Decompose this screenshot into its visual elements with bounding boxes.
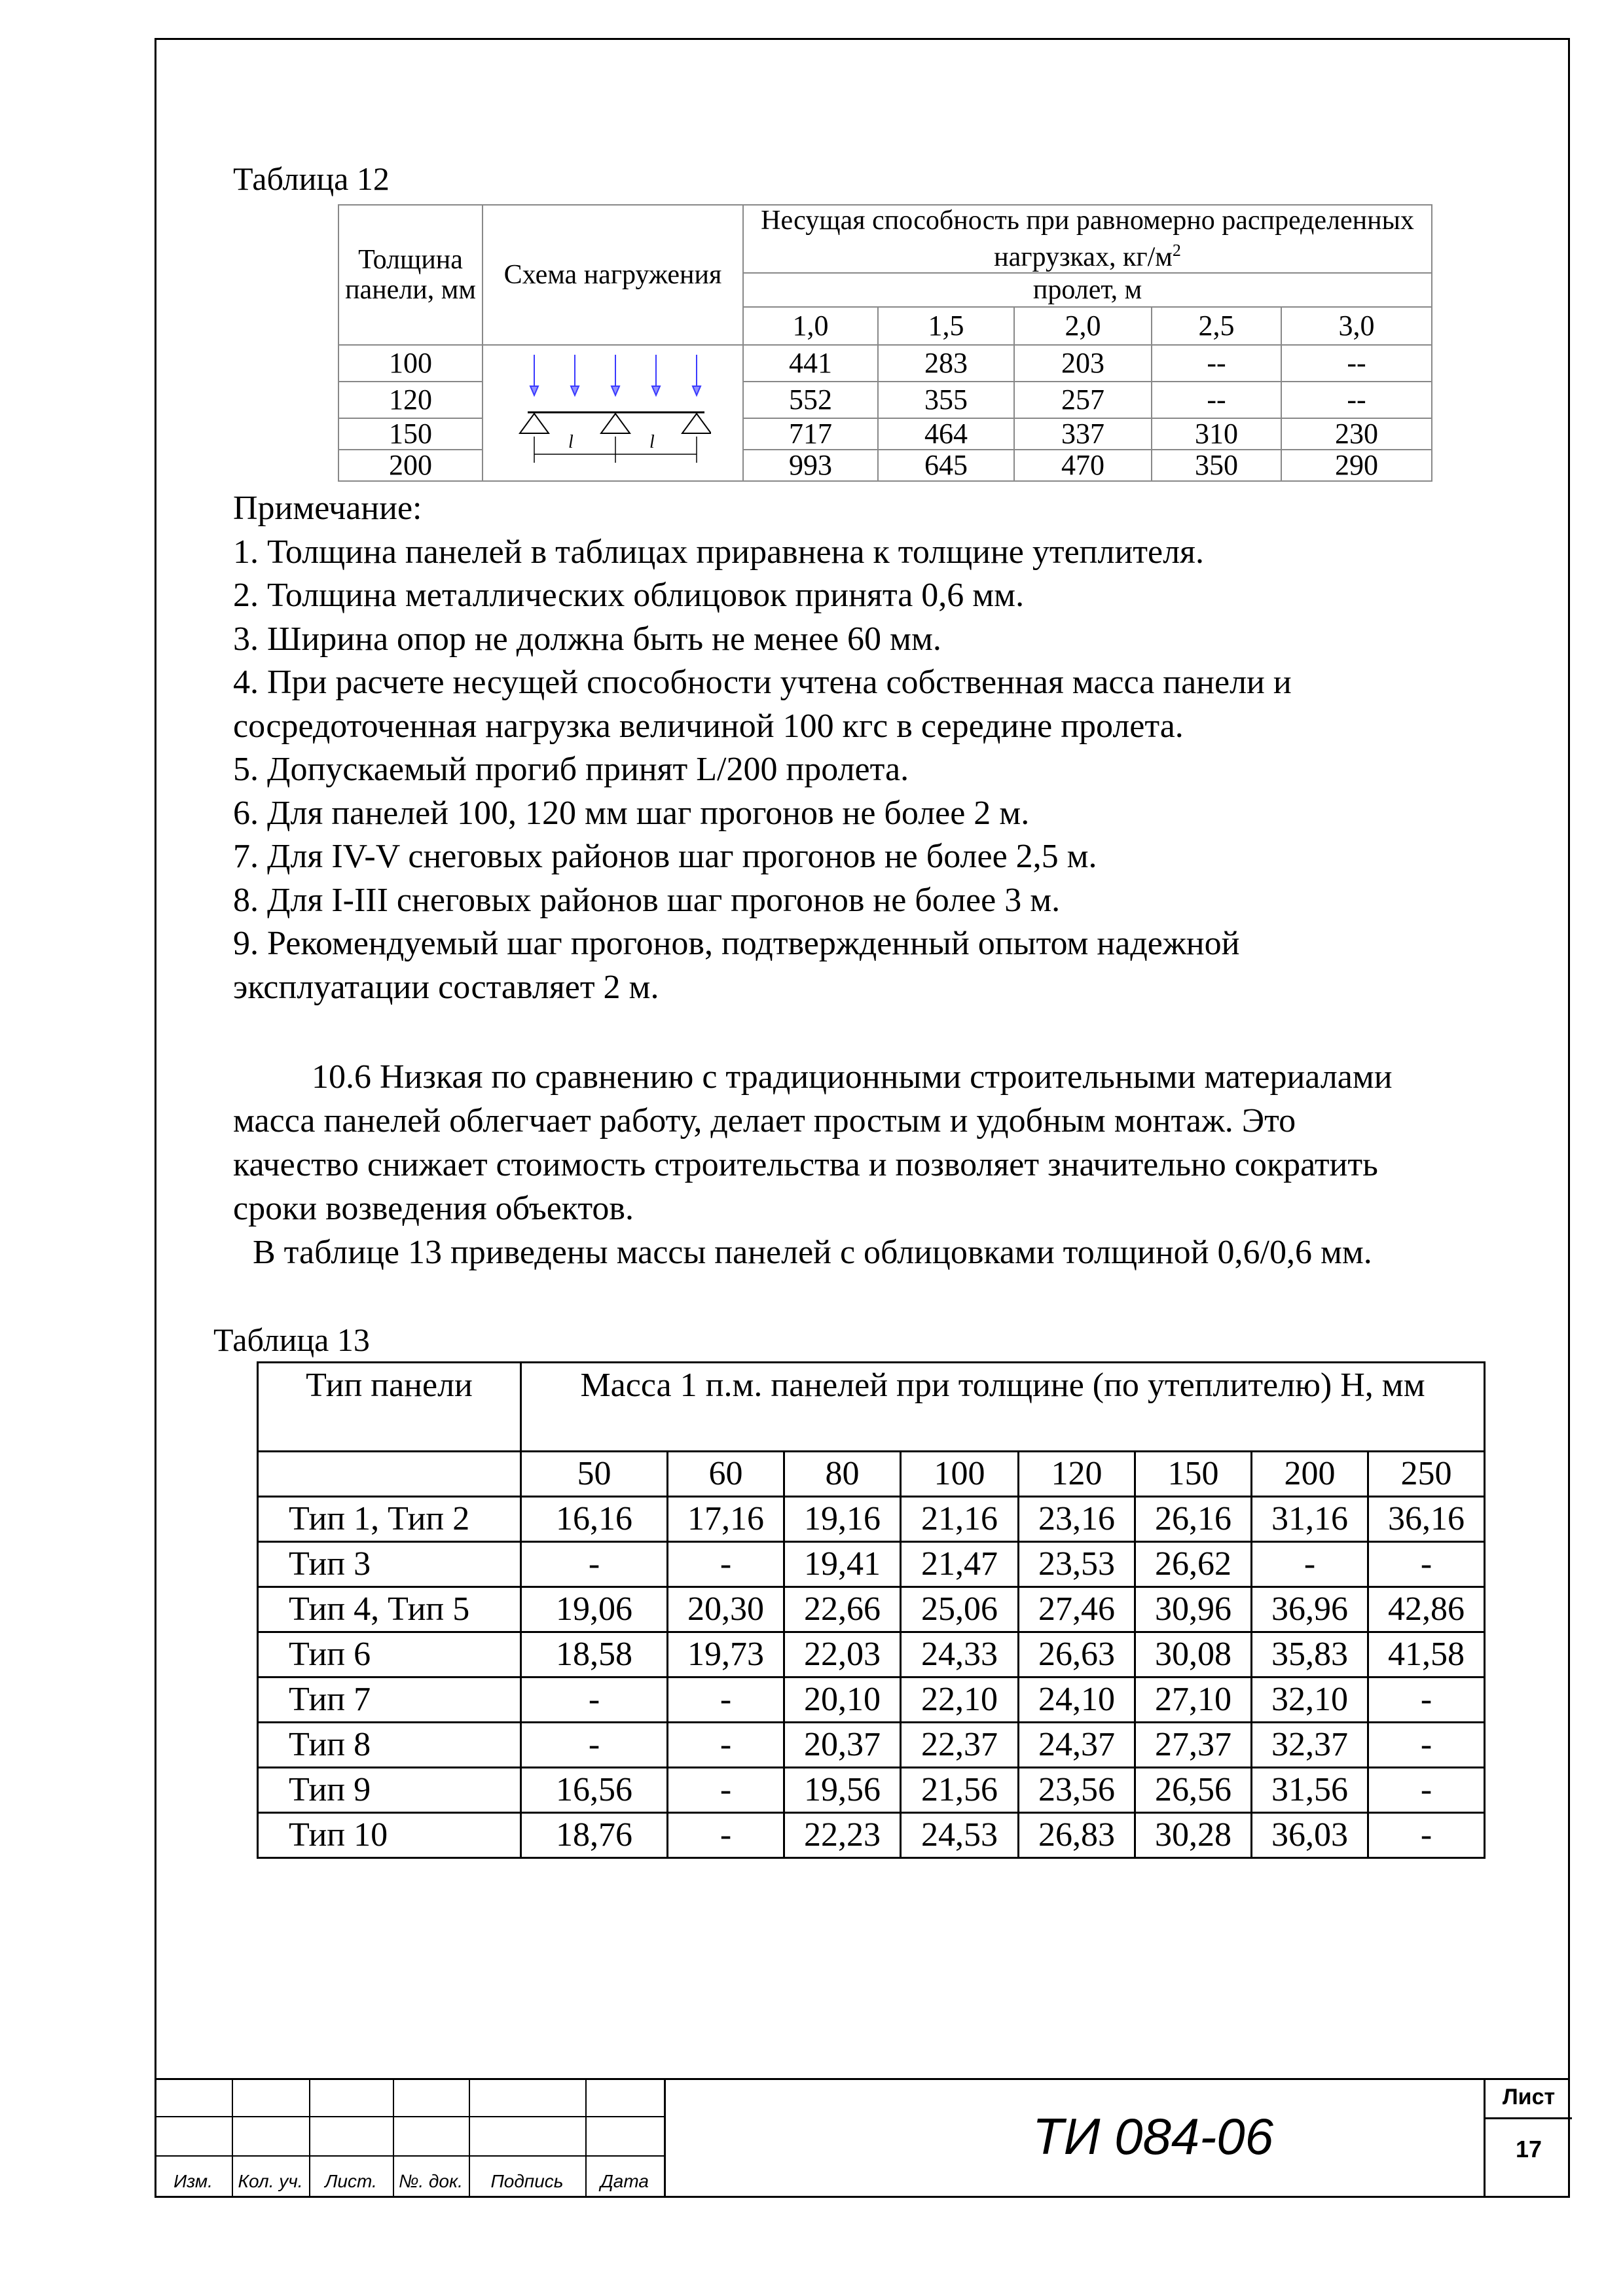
t13-value: 24,53	[901, 1813, 1019, 1858]
t13-value: 31,16	[1252, 1497, 1368, 1542]
t12-value: 552	[743, 382, 878, 418]
table13	[257, 1361, 1486, 1859]
t13-value: 22,10	[901, 1677, 1019, 1723]
note-line: 2. Толщина металлических облицовок принята 0,6 мм.	[233, 577, 1025, 614]
t13-thickness: 60	[668, 1452, 784, 1497]
t13-header-type: Тип панели	[258, 1363, 521, 1452]
t13-value: 32,10	[1252, 1677, 1368, 1723]
t12-value: --	[1152, 345, 1281, 382]
t13-value: 19,73	[668, 1632, 784, 1677]
stamp-caption: Подпись	[490, 2171, 564, 2191]
paragraph-line: сроки возведения объектов.	[233, 1190, 634, 1227]
t13-value: 19,06	[521, 1587, 668, 1632]
t13-value: -	[521, 1542, 668, 1587]
t13-thickness: 250	[1368, 1452, 1485, 1497]
t13-value: -	[1368, 1723, 1485, 1768]
t13-value: 24,37	[1019, 1723, 1135, 1768]
t13-header-mass: Масса 1 п.м. панелей при толщине (по утеплителю) Н, мм	[521, 1363, 1485, 1452]
t13-value: -	[668, 1768, 784, 1813]
t13-type: Тип 8	[258, 1723, 521, 1768]
note-line: 8. Для I-III снеговых районов шаг прогонов не более 3 м.	[233, 881, 1061, 919]
t13-value: 18,58	[521, 1632, 668, 1677]
t12-header-span: пролет, м	[743, 273, 1432, 307]
t12-value: 337	[1014, 418, 1152, 450]
grid-line	[155, 2155, 665, 2157]
table12-title: Таблица 12	[233, 160, 390, 197]
t12-value: --	[1152, 382, 1281, 418]
t13-value: -	[1368, 1542, 1485, 1587]
paragraph-10-6	[233, 1055, 1529, 1274]
t13-value: 26,83	[1019, 1813, 1135, 1858]
t13-value: 20,30	[668, 1587, 784, 1632]
t12-value: 290	[1281, 450, 1432, 481]
t12-thickness: 150	[338, 418, 483, 450]
t12-value: 464	[878, 418, 1014, 450]
t13-value: 27,46	[1019, 1587, 1135, 1632]
title-block	[155, 2078, 1570, 2198]
stamp-caption: Изм.	[173, 2171, 213, 2191]
stamp-caption: №. док.	[399, 2171, 463, 2191]
table12	[338, 204, 1432, 482]
t12-value: 350	[1152, 450, 1281, 481]
t13-type: Тип 9	[258, 1768, 521, 1813]
t13-value: 26,63	[1019, 1632, 1135, 1677]
notes-block	[233, 487, 1529, 1009]
t13-value: 30,96	[1135, 1587, 1252, 1632]
t12-thickness: 120	[338, 382, 483, 418]
t13-value: 26,16	[1135, 1497, 1252, 1542]
t13-type: Тип 4, Тип 5	[258, 1587, 521, 1632]
paragraph-line: качество снижает стоимость строительства и позволяет значительно сократить	[233, 1146, 1378, 1183]
t13-value: -	[521, 1723, 668, 1768]
t13-value: 18,76	[521, 1813, 668, 1858]
note-line: 5. Допускаемый прогиб принят L/200 пролета.	[233, 751, 909, 788]
t12-span: 2,0	[1014, 307, 1152, 345]
t13-value: 24,33	[901, 1632, 1019, 1677]
stamp-caption: Кол. уч.	[238, 2171, 303, 2191]
span-label: l	[568, 431, 574, 452]
t13-value: -	[1368, 1813, 1485, 1858]
t12-span: 2,5	[1152, 307, 1281, 345]
t13-value: 22,03	[784, 1632, 901, 1677]
note-line: 4. При расчете несущей способности учтена собственная масса панели и	[233, 664, 1292, 701]
t12-value: --	[1281, 382, 1432, 418]
t13-thickness: 120	[1019, 1452, 1135, 1497]
paragraph-line: 10.6 Низкая по сравнению с традиционными строительными материалами	[312, 1058, 1393, 1096]
note-line: 6. Для панелей 100, 120 мм шаг прогонов не более 2 м.	[233, 794, 1030, 832]
t13-thickness: 200	[1252, 1452, 1368, 1497]
t12-span: 1,5	[878, 307, 1014, 345]
note-line: 1. Толщина панелей в таблицах приравнена к толщине утеплителя.	[233, 533, 1204, 571]
t13-type: Тип 6	[258, 1632, 521, 1677]
t13-value: 22,37	[901, 1723, 1019, 1768]
t13-value: -	[668, 1677, 784, 1723]
note-line: 7. Для IV-V снеговых районов шаг прогонов не более 2,5 м.	[233, 838, 1097, 875]
t12-value: 310	[1152, 418, 1281, 450]
t13-value: 26,62	[1135, 1542, 1252, 1587]
t12-value: 230	[1281, 418, 1432, 450]
t12-header-scheme: Схема нагружения	[483, 205, 743, 345]
note-line: сосредоточенная нагрузка величиной 100 кгс в середине пролета.	[233, 707, 1184, 745]
t12-value: 283	[878, 345, 1014, 382]
sheet-box	[1484, 2078, 1572, 2198]
t12-value: 355	[878, 382, 1014, 418]
t13-empty-cell	[258, 1452, 521, 1497]
t13-value: 19,41	[784, 1542, 901, 1587]
t13-value: -	[668, 1542, 784, 1587]
t13-value: 27,37	[1135, 1723, 1252, 1768]
t13-value: 23,53	[1019, 1542, 1135, 1587]
t13-value: 23,56	[1019, 1768, 1135, 1813]
stamp-caption: Дата	[600, 2171, 649, 2191]
t13-value: 24,10	[1019, 1677, 1135, 1723]
t13-value: 36,16	[1368, 1497, 1485, 1542]
t13-value: 30,08	[1135, 1632, 1252, 1677]
t13-type: Тип 10	[258, 1813, 521, 1858]
note-line: 3. Ширина опор не должна быть не менее 60 мм.	[233, 620, 941, 658]
t12-value: 717	[743, 418, 878, 450]
t13-value: -	[668, 1813, 784, 1858]
sheet-label: Лист	[1502, 2085, 1556, 2109]
stamp-caption: Лист.	[325, 2171, 377, 2191]
t13-value: 20,37	[784, 1723, 901, 1768]
t12-value: 470	[1014, 450, 1152, 481]
t13-value: 22,23	[784, 1813, 901, 1858]
t13-thickness: 150	[1135, 1452, 1252, 1497]
t12-thickness: 100	[338, 345, 483, 382]
t13-value: 17,16	[668, 1497, 784, 1542]
t13-value: 42,86	[1368, 1587, 1485, 1632]
t12-span: 3,0	[1281, 307, 1432, 345]
loading-diagram	[515, 348, 711, 473]
t13-value: -	[1368, 1677, 1485, 1723]
t13-value: 36,03	[1252, 1813, 1368, 1858]
paragraph-line: В таблице 13 приведены массы панелей с облицовками толщиной 0,6/0,6 мм.	[253, 1234, 1372, 1271]
t13-thickness: 80	[784, 1452, 901, 1497]
t13-value: 21,47	[901, 1542, 1019, 1587]
stamp-grid	[155, 2078, 665, 2198]
t13-value: 25,06	[901, 1587, 1019, 1632]
t13-thickness: 50	[521, 1452, 668, 1497]
t13-value: -	[1252, 1542, 1368, 1587]
t13-value: 16,56	[521, 1768, 668, 1813]
t13-value: 41,58	[1368, 1632, 1485, 1677]
notes-heading: Примечание:	[233, 490, 422, 527]
t13-value: 35,83	[1252, 1632, 1368, 1677]
span-label: l	[649, 431, 655, 452]
t13-type: Тип 7	[258, 1677, 521, 1723]
t12-thickness: 200	[338, 450, 483, 481]
grid-line	[155, 2116, 665, 2117]
t13-value: -	[1368, 1768, 1485, 1813]
t13-value: 20,10	[784, 1677, 901, 1723]
t13-value: 21,56	[901, 1768, 1019, 1813]
t13-value: -	[521, 1677, 668, 1723]
t12-loading-scheme	[483, 345, 743, 481]
t12-value: 645	[878, 450, 1014, 481]
paragraph-line: масса панелей облегчает работу, делает простым и удобным монтаж. Это	[233, 1102, 1296, 1139]
document-code: ТИ 084-06	[1032, 2108, 1273, 2165]
t13-value: 21,16	[901, 1497, 1019, 1542]
t13-value: 19,16	[784, 1497, 901, 1542]
t12-value: 203	[1014, 345, 1152, 382]
table13-title: Таблица 13	[213, 1321, 370, 1358]
note-line: 9. Рекомендуемый шаг прогонов, подтвержденный опытом надежной	[233, 925, 1240, 962]
t12-value: 993	[743, 450, 878, 481]
t12-span: 1,0	[743, 307, 878, 345]
t12-value: --	[1281, 345, 1432, 382]
t12-header-thickness: Толщина панели, мм	[338, 205, 483, 345]
t13-value: 30,28	[1135, 1813, 1252, 1858]
t12-value: 257	[1014, 382, 1152, 418]
note-line: эксплуатации составляет 2 м.	[233, 968, 659, 1006]
t13-value: -	[668, 1723, 784, 1768]
t13-type: Тип 3	[258, 1542, 521, 1587]
t12-value: 441	[743, 345, 878, 382]
t13-value: 32,37	[1252, 1723, 1368, 1768]
t13-type: Тип 1, Тип 2	[258, 1497, 521, 1542]
t13-value: 19,56	[784, 1768, 901, 1813]
t13-value: 27,10	[1135, 1677, 1252, 1723]
t13-value: 26,56	[1135, 1768, 1252, 1813]
t12-header-capacity: Несущая способность при равномерно распределенных нагрузках, $кг/м^2$	[743, 205, 1432, 273]
t13-value: 22,66	[784, 1587, 901, 1632]
sheet-number: 17	[1515, 2136, 1542, 2162]
t13-value: 36,96	[1252, 1587, 1368, 1632]
t13-value: 16,16	[521, 1497, 668, 1542]
t13-thickness: 100	[901, 1452, 1019, 1497]
t13-value: 31,56	[1252, 1768, 1368, 1813]
sheet-separator	[1486, 2117, 1572, 2119]
t13-value: 23,16	[1019, 1497, 1135, 1542]
